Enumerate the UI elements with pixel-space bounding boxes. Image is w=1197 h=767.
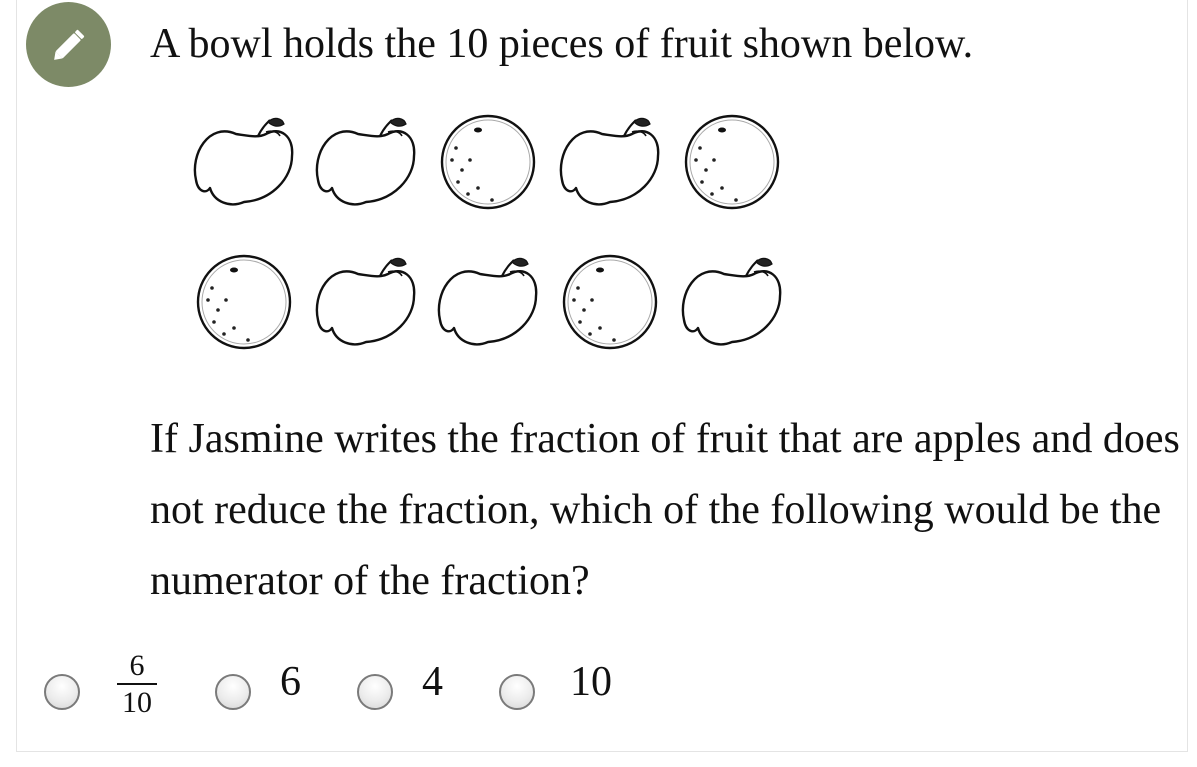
question-title: A bowl holds the 10 pieces of fruit shown below.: [150, 21, 974, 67]
pencil-icon: [47, 23, 91, 67]
apple-icon: [317, 258, 414, 344]
choice-d-radio[interactable]: [499, 674, 535, 710]
fraction-numerator: 6: [129, 649, 145, 682]
fruit-figure: [184, 100, 794, 362]
choice-a-radio[interactable]: [44, 674, 80, 710]
choice-b-radio[interactable]: [215, 674, 251, 710]
choice-d-label: 10: [570, 659, 612, 705]
fraction-denominator: 10: [122, 686, 152, 719]
choice-a-fraction: [112, 650, 162, 719]
question-text: If Jasmine writes the fraction of fruit that are apples and does not reduce the fraction, which of the following would be the numerator of the fraction?: [150, 416, 1180, 604]
apple-icon: [561, 118, 658, 204]
edit-badge[interactable]: [26, 2, 111, 87]
orange-icon: [198, 256, 290, 348]
choice-c-label: 4: [422, 659, 443, 705]
orange-icon: [442, 116, 534, 208]
apple-icon: [439, 258, 536, 344]
choice-b-label: 6: [280, 659, 301, 705]
orange-icon: [564, 256, 656, 348]
apple-icon: [317, 118, 414, 204]
apple-icon: [195, 118, 292, 204]
choice-c-radio[interactable]: [357, 674, 393, 710]
fraction-bar: [117, 683, 157, 685]
apple-icon: [683, 258, 780, 344]
orange-icon: [686, 116, 778, 208]
